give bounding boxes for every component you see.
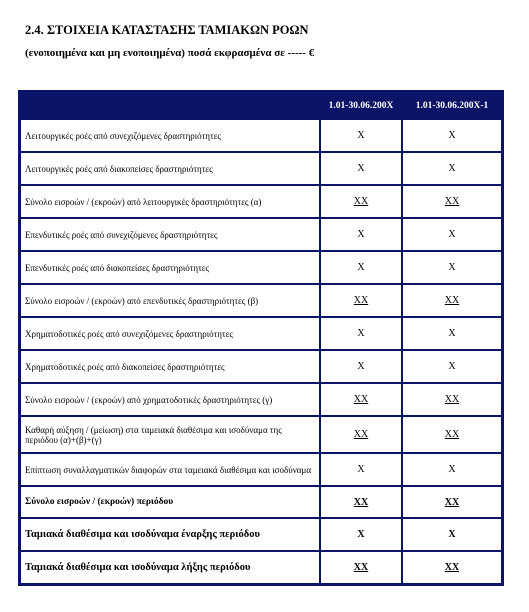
row-value-current: X <box>320 518 402 551</box>
table-row <box>20 518 502 551</box>
cash-flow-table <box>18 90 504 586</box>
row-value-previous <box>402 284 502 317</box>
row-value-current <box>320 284 402 317</box>
row-value-current <box>320 486 402 518</box>
row-value-previous: X <box>402 317 502 350</box>
row-label: Ταμιακά διαθέσιμα και ισοδύναμα λήξης περιόδου <box>20 551 320 584</box>
table-header-row <box>20 92 502 119</box>
row-value-current: X <box>320 317 402 350</box>
section-subtitle: (ενοποιημένα και μη ενοποιημένα) ποσά εκφρασμένα σε ----- € <box>25 47 315 59</box>
table-row <box>20 152 502 185</box>
table-row <box>20 317 502 350</box>
table-row <box>20 383 502 416</box>
value-text: XX <box>444 196 460 207</box>
row-label: Καθαρή αύξηση / (μείωση) στα ταμειακά διαθέσιμα και ισοδύναμα της περιόδου (α)+(β)+(γ) <box>20 416 320 453</box>
table-row <box>20 416 502 453</box>
row-label: Λειτουργικές ροές από συνεχιζόμενες δραστηριότητες <box>20 119 320 152</box>
table-row <box>20 551 502 584</box>
row-label: Επενδυτικές ροές από συνεχιζόμενες δραστηριότητες <box>20 218 320 251</box>
row-label: Σύνολο εισροών / (εκροών) από χρηματοδοτικές δραστηριότητες (γ) <box>20 383 320 416</box>
row-value-previous: X <box>402 152 502 185</box>
table-row <box>20 251 502 284</box>
table-row <box>20 350 502 383</box>
row-value-current: X <box>320 119 402 152</box>
row-value-previous <box>402 486 502 518</box>
row-value-previous <box>402 185 502 218</box>
row-value-previous <box>402 551 502 584</box>
row-label: Ταμιακά διαθέσιμα και ισοδύναμα έναρξης περιόδου <box>20 518 320 551</box>
row-label: Επενδυτικές ροές από διακοπείσες δραστηριότητες <box>20 251 320 284</box>
row-value-previous <box>402 383 502 416</box>
row-value-current <box>320 551 402 584</box>
row-value-current <box>320 185 402 218</box>
row-label: Επίπτωση συναλλαγματικών διαφορών στα ταμειακά διαθέσιμα και ισοδύναμα <box>20 453 320 486</box>
row-label: Λειτουργικές ροές από διακοπείσες δραστηριότητες <box>20 152 320 185</box>
row-value-current: X <box>320 453 402 486</box>
row-value-current: X <box>320 251 402 284</box>
row-value-current <box>320 416 402 453</box>
table-row <box>20 486 502 518</box>
table-row <box>20 284 502 317</box>
value-text: XX <box>444 429 460 440</box>
table-row <box>20 218 502 251</box>
row-value-current: X <box>320 218 402 251</box>
row-value-previous: X <box>402 119 502 152</box>
row-value-current: X <box>320 152 402 185</box>
value-text: XX <box>353 394 369 405</box>
value-text: XX <box>444 562 460 573</box>
row-value-previous: X <box>402 350 502 383</box>
value-text: XX <box>353 562 369 573</box>
row-value-previous: X <box>402 518 502 551</box>
row-value-previous: X <box>402 218 502 251</box>
table-row <box>20 453 502 486</box>
header-period-previous: 1.01-30.06.200X-1 <box>402 92 502 119</box>
value-text: XX <box>353 295 369 306</box>
value-text: XX <box>353 196 369 207</box>
value-text: XX <box>444 295 460 306</box>
row-label: Χρηματοδοτικές ροές από συνεχιζόμενες δραστηριότητες <box>20 317 320 350</box>
row-label: Σύνολο εισροών / (εκροών) περιόδου <box>20 486 320 518</box>
row-value-previous: X <box>402 251 502 284</box>
table-row <box>20 119 502 152</box>
value-text: XX <box>353 496 369 508</box>
row-label: Σύνολο εισροών / (εκροών) από λειτουργικές δραστηριότητες (α) <box>20 185 320 218</box>
header-blank-cell <box>20 92 320 119</box>
row-value-current: X <box>320 350 402 383</box>
row-label: Σύνολο εισροών / (εκροών) από επενδυτικές δραστηριότητες (β) <box>20 284 320 317</box>
row-value-previous <box>402 416 502 453</box>
table-row <box>20 185 502 218</box>
row-value-current <box>320 383 402 416</box>
row-label: Χρηματοδοτικές ροές από διακοπείσες δραστηριότητες <box>20 350 320 383</box>
value-text: XX <box>444 394 460 405</box>
header-period-current: 1.01-30.06.200X <box>320 92 402 119</box>
value-text: XX <box>353 429 369 440</box>
value-text: XX <box>444 496 460 508</box>
section-title: 2.4. ΣΤΟΙΧΕΙΑ ΚΑΤΑΣΤΑΣΗΣ ΤΑΜΙΑΚΩΝ ΡΟΩΝ <box>25 23 309 37</box>
row-value-previous: X <box>402 453 502 486</box>
